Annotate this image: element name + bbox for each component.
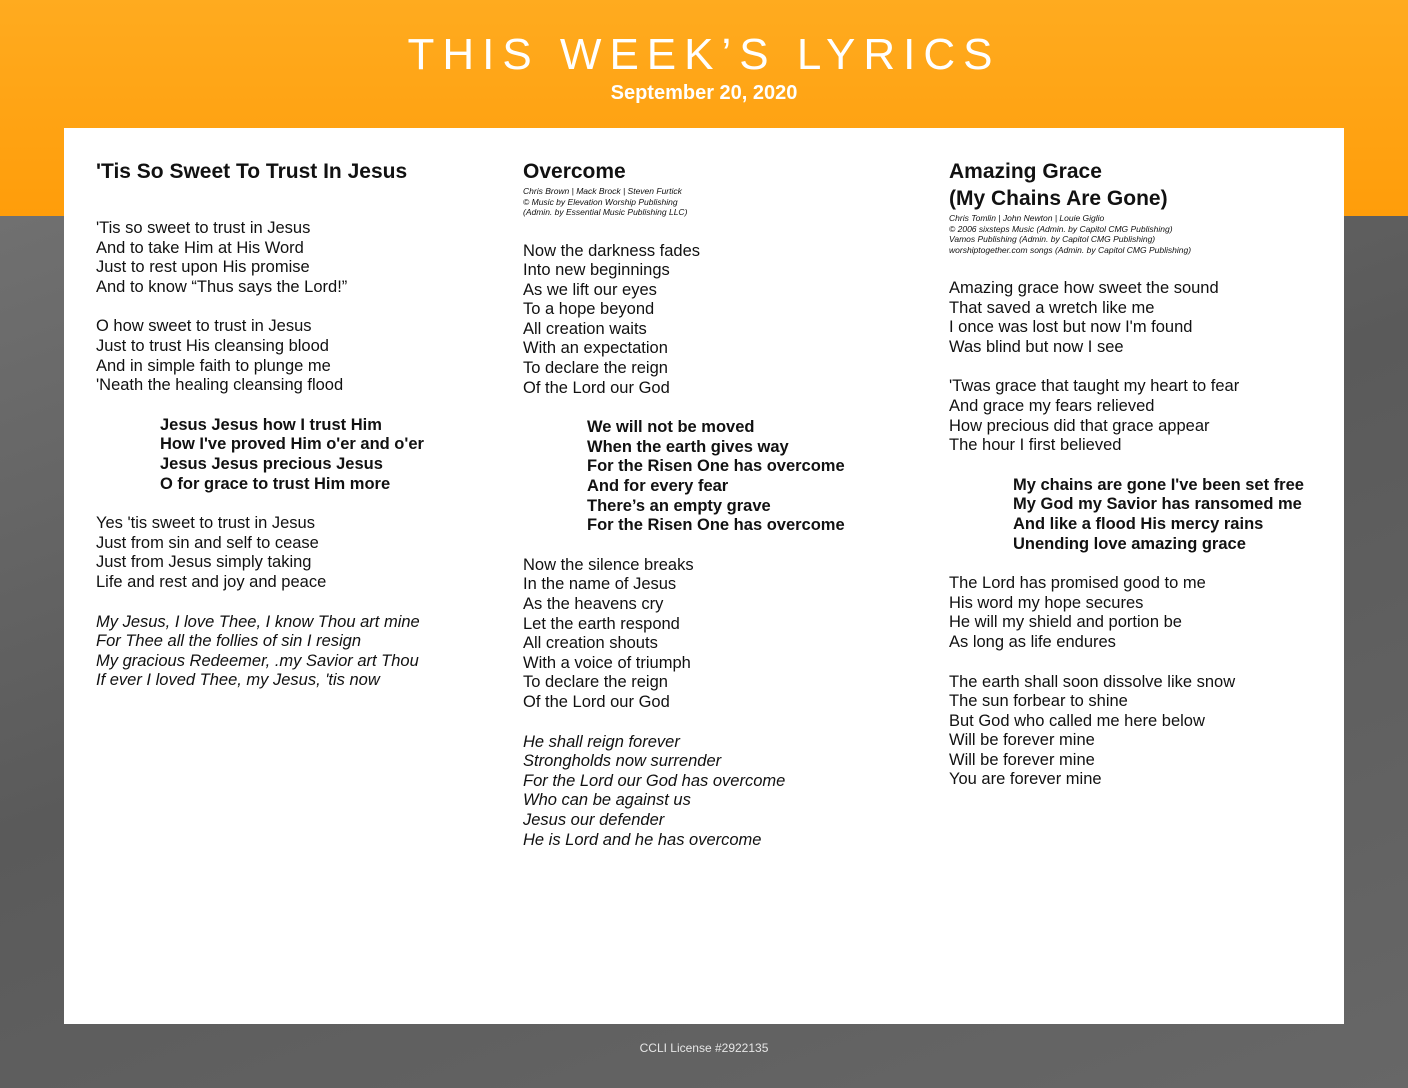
lyric-line: I once was lost but now I'm found — [949, 318, 1193, 337]
chorus-stanza — [949, 476, 1339, 554]
lyric-line: Just from sin and self to cease — [96, 533, 319, 552]
lyric-line: He shall reign forever — [523, 732, 680, 751]
lyric-line: For the Lord our God has overcome — [523, 771, 786, 790]
chorus-stanza — [96, 416, 496, 494]
lyric-line: For the Risen One has overcome — [587, 516, 845, 535]
license-footer: CCLI License #2922135 — [639, 1041, 769, 1055]
song-title-line: (My Chains Are Gone) — [949, 187, 1168, 210]
credit-line: Chris Tomlin | John Newton | Louie Giglio — [949, 213, 1105, 223]
song-credits — [523, 186, 923, 218]
lyric-line: Will be forever mine — [949, 750, 1095, 769]
lyric-line: Of the Lord our God — [523, 692, 670, 711]
lyric-line: For the Risen One has overcome — [587, 457, 845, 476]
lyric-line: And like a flood His mercy rains — [1013, 514, 1264, 533]
credit-line: Chris Brown | Mack Brock | Steven Furtick — [523, 186, 682, 196]
lyric-line: Unending love amazing grace — [1013, 534, 1246, 553]
lyric-line: If ever I loved Thee, my Jesus, 'tis now — [96, 671, 380, 690]
lyric-line: My gracious Redeemer, .my Savior art Thou — [96, 651, 419, 670]
lyric-line: Just from Jesus simply taking — [96, 553, 312, 572]
lyric-line: Now the silence breaks — [523, 555, 694, 574]
lyric-line: Life and rest and joy and peace — [96, 572, 327, 591]
lyric-line: You are forever mine — [949, 770, 1102, 789]
lyric-line: Who can be against us — [523, 791, 691, 810]
lyric-line: When the earth gives way — [587, 437, 789, 456]
lyric-line: Yes 'tis sweet to trust in Jesus — [96, 514, 315, 533]
credit-line: © Music by Elevation Worship Publishing — [523, 196, 678, 207]
credit-line: worshiptogether.com songs (Admin. by Capitol CMG Publishing) — [949, 244, 1192, 255]
lyrics-card — [64, 128, 1344, 1024]
lyric-line: Was blind but now I see — [949, 337, 1124, 356]
lyric-line: The sun forbear to shine — [949, 692, 1128, 711]
lyric-line: Now the darkness fades — [523, 241, 701, 260]
lyric-line: There’s an empty grave — [587, 496, 771, 515]
verse-stanza — [523, 556, 923, 713]
lyric-line: With an expectation — [523, 339, 668, 358]
lyric-line: Let the earth respond — [523, 614, 680, 633]
lyric-line: 'Neath the healing cleansing flood — [96, 376, 344, 395]
lyric-line: My God my Savior has ransomed me — [1013, 495, 1302, 514]
verse-stanza — [949, 279, 1339, 357]
credit-line: © 2006 sixsteps Music (Admin. by Capitol CMG Publishing) — [949, 223, 1173, 234]
lyric-line: Into new beginnings — [523, 261, 670, 280]
lyric-line: He will my shield and portion be — [949, 613, 1182, 632]
verse-stanza — [96, 317, 496, 395]
lyric-line: Jesus Jesus how I trust Him — [160, 415, 382, 434]
lyric-line: And to take Him at His Word — [96, 238, 304, 257]
verse-stanza — [523, 242, 923, 399]
lyric-line: All creation shouts — [523, 634, 658, 653]
lyric-line: But God who called me here below — [949, 711, 1205, 730]
verse-stanza — [949, 377, 1339, 455]
lyric-line: Strongholds now surrender — [523, 752, 722, 771]
lyric-line: The Lord has promised good to me — [949, 574, 1206, 593]
lyric-line: Jesus Jesus precious Jesus — [160, 454, 383, 473]
song-credits — [949, 213, 1339, 255]
lyric-line: How precious did that grace appear — [949, 416, 1210, 435]
lyric-line: As we lift our eyes — [523, 280, 657, 299]
credit-line: (Admin. by Essential Music Publishing LLC) — [523, 207, 688, 217]
song-column-3 — [949, 158, 1339, 790]
lyric-line: Will be forever mine — [949, 731, 1095, 750]
lyric-line: For Thee all the follies of sin I resign — [96, 632, 362, 651]
verse-stanza — [949, 673, 1339, 791]
page-title: THIS WEEK’S LYRICS — [407, 30, 1001, 79]
lyric-line: Of the Lord our God — [523, 378, 670, 397]
song-title-line: 'Tis So Sweet To Trust In Jesus — [96, 160, 408, 183]
lyric-line: 'Tis so sweet to trust in Jesus — [96, 219, 311, 237]
lyric-line: The earth shall soon dissolve like snow — [949, 672, 1236, 691]
lyric-line: Just to trust His cleansing blood — [96, 336, 329, 355]
lyric-line: Amazing grace how sweet the sound — [949, 279, 1219, 297]
verse-stanza — [96, 514, 496, 592]
credit-line: Vamos Publishing (Admin. by Capitol CMG Publishing) — [949, 234, 1156, 244]
lyric-line: As the heavens cry — [523, 595, 664, 613]
lyric-line: As long as life endures — [949, 632, 1116, 651]
page-date: September 20, 2020 — [610, 82, 798, 104]
lyric-line: His word my hope secures — [949, 593, 1144, 612]
lyric-line: O how sweet to trust in Jesus — [96, 317, 312, 336]
lyric-line: With a voice of triumph — [523, 653, 691, 672]
song-title — [949, 158, 1339, 212]
lyric-line: My chains are gone I've been set free — [1013, 475, 1304, 494]
lyric-line: And for every fear — [587, 477, 729, 496]
lyric-line: Jesus our defender — [523, 810, 665, 829]
lyric-line: And in simple faith to plunge me — [96, 356, 331, 375]
song-title-line: Overcome — [523, 160, 626, 183]
lyric-line: 'Twas grace that taught my heart to fear — [949, 377, 1240, 396]
lyric-line: That saved a wretch like me — [949, 298, 1155, 317]
lyric-line: And to know “Thus says the Lord!” — [96, 277, 348, 296]
lyric-line: To declare the reign — [523, 673, 668, 692]
song-title — [523, 158, 923, 185]
lyric-line: We will not be moved — [587, 418, 755, 437]
lyric-line: My Jesus, I love Thee, I know Thou art mine — [96, 612, 420, 631]
song-column-2 — [523, 158, 923, 850]
lyric-line: How I've proved Him o'er and o'er — [160, 435, 424, 454]
chorus-stanza — [523, 418, 923, 536]
lyric-line: The hour I first believed — [949, 436, 1122, 455]
verse-stanza — [949, 574, 1339, 652]
song-title — [96, 158, 496, 185]
lyric-line: To a hope beyond — [523, 300, 655, 319]
verse-stanza — [96, 219, 496, 297]
verse-stanza — [523, 733, 923, 851]
verse-stanza — [96, 613, 496, 691]
lyric-line: All creation waits — [523, 319, 647, 338]
song-title-line: Amazing Grace — [949, 160, 1102, 183]
lyric-line: And grace my fears relieved — [949, 396, 1155, 415]
lyric-line: To declare the reign — [523, 359, 668, 378]
song-column-1 — [96, 158, 496, 691]
lyric-line: In the name of Jesus — [523, 575, 677, 594]
lyric-line: Just to rest upon His promise — [96, 258, 310, 277]
lyric-line: He is Lord and he has overcome — [523, 830, 762, 849]
lyric-line: O for grace to trust Him more — [160, 474, 391, 493]
